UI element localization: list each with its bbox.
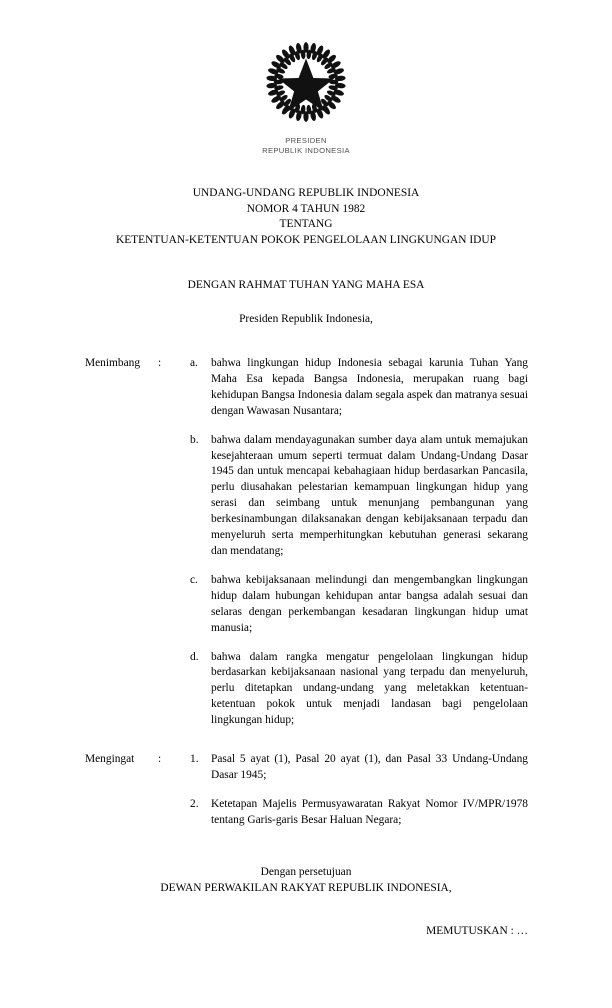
item-marker: b. — [190, 433, 199, 446]
item-marker: 1. — [190, 753, 199, 765]
mengingat-row — [85, 752, 528, 829]
item-marker: 2. — [190, 797, 199, 810]
item-text: bahwa lingkungan hidup Indonesia sebagai karunia Tuhan Yang Maha Esa kepada Bangsa Indonesia, merupakan ruang bagi kehidupan Bangsa Indonesia dalam segala aspek dan matranya sesuai dengan Wawasan Nusantara; — [211, 357, 528, 417]
emblem-block — [0, 40, 612, 156]
mengingat-colon: : — [158, 753, 162, 765]
approval-line2: DEWAN PERWAKILAN RAKYAT REPUBLIK INDONESIA, — [160, 882, 452, 894]
presidential-seal-icon — [264, 40, 348, 124]
item-text: bahwa dalam rangka mengatur pengelolaan lingkungan hidup berdasarkan kebijaksanaan nasional yang terpadu dan menyeluruh, perlu ditetapkan undang-undang yang meletakkan ketentuan-ketentuan pokok untuk menjadi landasan bagi pengelolaan lingkungan hidup; — [211, 650, 528, 727]
menimbang-section — [85, 356, 528, 729]
item-marker: c. — [190, 573, 198, 586]
mengingat-items — [190, 752, 528, 829]
approval-block — [0, 864, 612, 896]
item-text: Ketetapan Majelis Permusyawaratan Rakyat Nomor IV/MPR/1978 tentang Garis-garis Besar Haluan Negara; — [211, 797, 528, 826]
menimbang-items — [190, 356, 528, 729]
document-title — [0, 186, 612, 248]
menimbang-row — [85, 356, 528, 729]
list-item — [190, 797, 528, 829]
title-line-law-type: UNDANG-UNDANG REPUBLIK INDONESIA — [192, 187, 420, 199]
emblem-caption-line2: REPUBLIK INDONESIA — [262, 146, 350, 155]
decide-line: MEMUTUSKAN : … — [426, 925, 528, 937]
item-marker: a. — [190, 357, 198, 369]
title-line-subject: KETENTUAN-KETENTUAN POKOK PENGELOLAAN LINGKUNGAN IDUP — [115, 233, 497, 246]
list-item — [190, 573, 528, 637]
title-line-about: TENTANG — [279, 218, 333, 231]
menimbang-colon: : — [158, 357, 162, 369]
item-text: bahwa dalam mendayagunakan sumber daya alam untuk memajukan kesejahteraan umum seperti termuat dalam Undang-Undang Dasar 1945 dan untuk mencapai kebahagiaan hidup berdasarkan Pancasila, perlu diusahakan pelestarian kemampuan lingkungan hidup yang serasi dan seimbang untuk menunjang pembangunan yang berkesinambungan dilaksanakan dengan kebijaksanaan terpadu dan menyeluruh serta memperhitungkan kebutuhan generasi sekarang dan mendatang; — [211, 433, 528, 557]
list-item — [190, 433, 528, 560]
mengingat-label: Mengingat — [85, 753, 135, 765]
emblem-caption-line1: PRESIDEN — [285, 136, 327, 145]
approval-line1: Dengan persetujuan — [260, 866, 352, 878]
list-item — [190, 356, 528, 420]
decree-blessing-line: DENGAN RAHMAT TUHAN YANG MAHA ESA — [187, 279, 425, 291]
list-item — [190, 752, 528, 784]
mengingat-section — [85, 752, 528, 829]
menimbang-label: Menimbang — [85, 357, 141, 369]
title-line-number: NOMOR 4 TAHUN 1982 — [246, 202, 366, 215]
president-line: Presiden Republik Indonesia, — [239, 313, 373, 325]
item-text: bahwa kebijaksanaan melindungi dan mengembangkan lingkungan hidup dalam hubungan kehidupan antar bangsa adalah sesuai dan selaras dengan perkembangan kesadaran lingkungan hidup umat manusia; — [211, 573, 528, 634]
emblem-caption — [0, 136, 612, 156]
list-item — [190, 650, 528, 730]
item-marker: d. — [190, 650, 199, 663]
item-text: Pasal 5 ayat (1), Pasal 20 ayat (1), dan Pasal 33 Undang-Undang Dasar 1945; — [211, 753, 528, 781]
